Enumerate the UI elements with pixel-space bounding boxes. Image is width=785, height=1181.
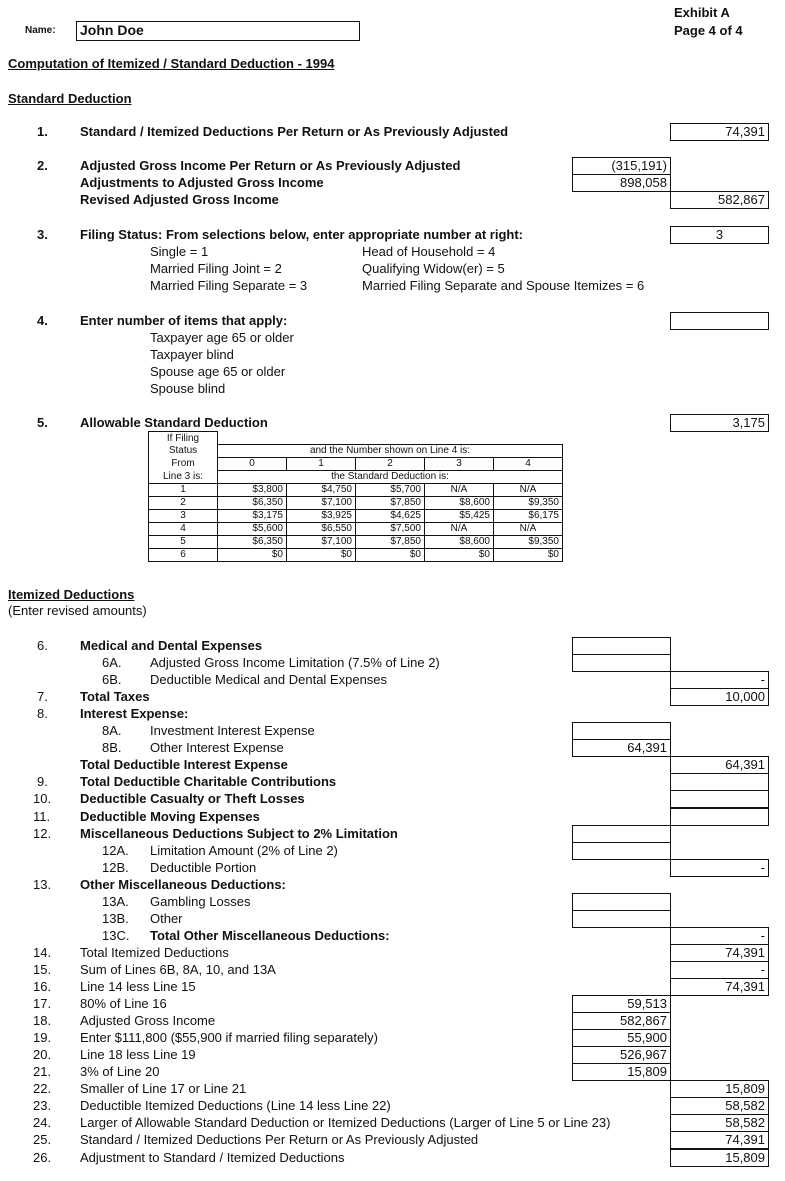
- table-cell: $0: [356, 548, 425, 561]
- amount-field-left[interactable]: [572, 910, 671, 928]
- amount-field-left[interactable]: [572, 637, 671, 655]
- standard-deduction-heading: Standard Deduction: [8, 91, 132, 106]
- table-cell: 5: [149, 535, 218, 548]
- line1-value[interactable]: 74,391: [670, 123, 769, 141]
- table-corner: From: [149, 457, 218, 470]
- table-cell: $7,850: [356, 535, 425, 548]
- amount-field-left[interactable]: [572, 825, 671, 843]
- filing-option: Qualifying Widow(er) = 5: [362, 261, 505, 276]
- allowable-standard-deduction-label: Allowable Standard Deduction: [80, 415, 268, 430]
- table-cell: $7,100: [287, 535, 356, 548]
- table-row: [149, 496, 563, 509]
- line-label: Adjusted Gross Income Limitation (7.5% of Line 2): [150, 655, 440, 670]
- items-apply-option: Spouse age 65 or older: [150, 364, 286, 379]
- line-label: Medical and Dental Expenses: [80, 638, 263, 653]
- table-cell: $7,850: [356, 496, 425, 509]
- table-cell: $9,350: [494, 535, 563, 548]
- table-col-header: 0: [218, 457, 287, 470]
- line-number: 14.: [33, 945, 52, 960]
- line-label: Total Deductible Charitable Contributions: [80, 774, 337, 789]
- line-label: Deductible Moving Expenses: [80, 809, 260, 824]
- line-label: Deductible Medical and Dental Expenses: [150, 672, 388, 687]
- line-number: 12B.: [102, 860, 129, 875]
- amount-field-right[interactable]: 10,000: [670, 688, 769, 706]
- line-number: 3.: [37, 227, 48, 242]
- revised-agi-label: Revised Adjusted Gross Income: [80, 192, 279, 207]
- line-label: Enter $111,800 ($55,900 if married filing separately): [80, 1030, 378, 1045]
- line-number: 8.: [37, 706, 48, 721]
- filing-option: Married Filing Separate = 3: [150, 278, 308, 293]
- table-span-header: and the Number shown on Line 4 is:: [218, 444, 563, 457]
- table-cell: $6,350: [218, 535, 287, 548]
- line-label: Adjustment to Standard / Itemized Deductions: [80, 1150, 345, 1165]
- amount-field-left[interactable]: 55,900: [572, 1029, 671, 1047]
- line-label: Deductible Itemized Deductions (Line 14 less Line 22): [80, 1098, 391, 1113]
- line-label: Other Miscellaneous Deductions:: [80, 877, 286, 892]
- line-number: 13.: [33, 877, 52, 892]
- line-number: 25.: [33, 1132, 52, 1147]
- line1-label: Standard / Itemized Deductions Per Return or As Previously Adjusted: [80, 124, 509, 139]
- line-label: Total Deductible Interest Expense: [80, 757, 288, 772]
- table-cell: $3,800: [218, 483, 287, 496]
- amount-field-left[interactable]: [572, 893, 671, 911]
- filing-option: Married Filing Joint = 2: [150, 261, 282, 276]
- allowable-standard-deduction-value[interactable]: 3,175: [670, 414, 769, 432]
- line-label: Interest Expense:: [80, 706, 189, 721]
- standard-deduction-table: [148, 431, 563, 562]
- table-row: [149, 483, 563, 496]
- line-label: Deductible Casualty or Theft Losses: [80, 791, 305, 806]
- amount-field-right[interactable]: 58,582: [670, 1097, 769, 1115]
- line-number: 20.: [33, 1047, 52, 1062]
- table-cell: N/A: [425, 483, 494, 496]
- line-number: 12A.: [102, 843, 129, 858]
- items-apply-option: Taxpayer age 65 or older: [150, 330, 294, 345]
- itemized-deductions-heading: Itemized Deductions: [8, 587, 135, 602]
- line-number: 1.: [37, 124, 48, 139]
- line-label: Gambling Losses: [150, 894, 251, 909]
- amount-field-right[interactable]: 58,582: [670, 1114, 769, 1132]
- table-row: [149, 535, 563, 548]
- table-row: [149, 522, 563, 535]
- amount-field-left[interactable]: 582,867: [572, 1012, 671, 1030]
- line-number: 19.: [33, 1030, 52, 1045]
- table-cell: $4,625: [356, 509, 425, 522]
- line-label: Total Itemized Deductions: [80, 945, 229, 960]
- line-number: 26.: [33, 1150, 52, 1165]
- line-number: 17.: [33, 996, 52, 1011]
- line-number: 8A.: [102, 723, 122, 738]
- table-cell: $3,925: [287, 509, 356, 522]
- table-corner: Line 3 is:: [149, 470, 218, 483]
- table-col-header: 4: [494, 457, 563, 470]
- line-number: 6A.: [102, 655, 122, 670]
- items-apply-option: Spouse blind: [150, 381, 226, 396]
- agi-adjustments-label: Adjustments to Adjusted Gross Income: [80, 175, 324, 190]
- table-cell: $7,500: [356, 522, 425, 535]
- amount-field-right[interactable]: -: [670, 961, 769, 979]
- line-number: 9.: [37, 774, 48, 789]
- table-cell: $0: [425, 548, 494, 561]
- amount-field-right[interactable]: 74,391: [670, 1131, 769, 1149]
- table-cell: $4,750: [287, 483, 356, 496]
- amount-field-left[interactable]: 59,513: [572, 995, 671, 1013]
- table-cell: 4: [149, 522, 218, 535]
- table-cell: N/A: [494, 483, 563, 496]
- line-label: Adjusted Gross Income: [80, 1013, 216, 1028]
- items-apply-label: Enter number of items that apply:: [80, 313, 288, 328]
- line-label: Line 14 less Line 15: [80, 979, 196, 994]
- line-number: 13B.: [102, 911, 129, 926]
- table-cell: $0: [494, 548, 563, 561]
- amount-field-right[interactable]: 64,391: [670, 756, 769, 774]
- filing-option: Head of Household = 4: [362, 244, 496, 259]
- agi-value[interactable]: (315,191): [572, 157, 671, 175]
- amount-field-right[interactable]: -: [670, 671, 769, 689]
- line-number: 10.: [33, 791, 52, 806]
- amount-field-left[interactable]: 526,967: [572, 1046, 671, 1064]
- line-number: 13C.: [102, 928, 130, 943]
- amount-field-right[interactable]: [670, 773, 769, 791]
- revised-agi-value[interactable]: 582,867: [670, 191, 769, 209]
- table-cell: $8,600: [425, 535, 494, 548]
- exhibit-label: Exhibit A: [674, 5, 730, 20]
- table-row: [149, 548, 563, 561]
- amount-field-right[interactable]: 74,391: [670, 978, 769, 996]
- table-cell: 1: [149, 483, 218, 496]
- agi-label: Adjusted Gross Income Per Return or As Previously Adjusted: [80, 158, 461, 173]
- line-label: Deductible Portion: [150, 860, 257, 875]
- line-number: 21.: [33, 1064, 52, 1079]
- table-cell: $6,175: [494, 509, 563, 522]
- table-cell: $5,425: [425, 509, 494, 522]
- line-number: 2.: [37, 158, 48, 173]
- amount-field-left[interactable]: 64,391: [572, 739, 671, 757]
- amount-field-left[interactable]: 15,809: [572, 1063, 671, 1081]
- table-corner: Status: [149, 444, 218, 457]
- name-label: Name:: [25, 25, 56, 36]
- line-label: Total Taxes: [80, 689, 150, 704]
- line-number: 8B.: [102, 740, 122, 755]
- table-col-header: 3: [425, 457, 494, 470]
- filing-status-value[interactable]: 3: [670, 226, 769, 244]
- line-number: 13A.: [102, 894, 129, 909]
- line-number: 11.: [33, 809, 51, 824]
- table-corner: If Filing: [149, 432, 218, 445]
- table-cell: 3: [149, 509, 218, 522]
- line-number: 6B.: [102, 672, 122, 687]
- line-label: Line 18 less Line 19: [80, 1047, 196, 1062]
- amount-field-right[interactable]: 15,809: [670, 1080, 769, 1098]
- table-cell: $5,600: [218, 522, 287, 535]
- amount-field-right[interactable]: -: [670, 927, 769, 945]
- amount-field-left[interactable]: [572, 842, 671, 860]
- line-label: 3% of Line 20: [80, 1064, 160, 1079]
- items-apply-option: Taxpayer blind: [150, 347, 234, 362]
- filing-option: Single = 1: [150, 244, 209, 259]
- line-label: 80% of Line 16: [80, 996, 167, 1011]
- line-number: 18.: [33, 1013, 52, 1028]
- table-cell: $8,600: [425, 496, 494, 509]
- filing-option: Married Filing Separate and Spouse Itemizes = 6: [362, 278, 645, 293]
- agi-adjustments-value[interactable]: 898,058: [572, 174, 671, 192]
- line-number: 4.: [37, 313, 48, 328]
- items-apply-value[interactable]: [670, 312, 769, 330]
- filing-status-label: Filing Status: From selections below, enter appropriate number at right:: [80, 227, 524, 242]
- amount-field-right[interactable]: -: [670, 859, 769, 877]
- line-number: 6.: [37, 638, 48, 653]
- line-number: 23.: [33, 1098, 52, 1113]
- table-cell: $6,550: [287, 522, 356, 535]
- table-cell: $0: [287, 548, 356, 561]
- table-cell: N/A: [494, 522, 563, 535]
- amount-field-right[interactable]: 15,809: [670, 1149, 769, 1167]
- line-label: Standard / Itemized Deductions Per Return or As Previously Adjusted: [80, 1132, 479, 1147]
- table-cell: $0: [218, 548, 287, 561]
- page-label: Page 4 of 4: [674, 23, 743, 38]
- page-title: Computation of Itemized / Standard Deduction - 1994: [8, 56, 335, 71]
- amount-field-right[interactable]: [670, 808, 769, 826]
- line-label: Larger of Allowable Standard Deduction or Itemized Deductions (Larger of Line 5 or Line 23): [80, 1115, 611, 1130]
- line-number: 22.: [33, 1081, 52, 1096]
- line-label: Smaller of Line 17 or Line 21: [80, 1081, 247, 1096]
- table-cell: 6: [149, 548, 218, 561]
- table-row: [149, 509, 563, 522]
- line-number: 12.: [33, 826, 52, 841]
- line-number: 7.: [37, 689, 48, 704]
- table-cell: N/A: [425, 522, 494, 535]
- line-number: 15.: [33, 962, 52, 977]
- line-number: 5.: [37, 415, 48, 430]
- table-cell: $7,100: [287, 496, 356, 509]
- itemized-deductions-subheading: (Enter revised amounts): [8, 603, 147, 618]
- amount-field-left[interactable]: [572, 722, 671, 740]
- line-label: Sum of Lines 6B, 8A, 10, and 13A: [80, 962, 276, 977]
- amount-field-left[interactable]: [572, 654, 671, 672]
- table-cell: $5,700: [356, 483, 425, 496]
- table-cell: 2: [149, 496, 218, 509]
- table-col-header: 1: [287, 457, 356, 470]
- name-field[interactable]: John Doe: [76, 21, 360, 41]
- table-cell: $6,350: [218, 496, 287, 509]
- amount-field-right[interactable]: [670, 790, 769, 808]
- line-label: Other Interest Expense: [150, 740, 284, 755]
- table-cell: $9,350: [494, 496, 563, 509]
- line-number: 24.: [33, 1115, 52, 1130]
- line-label: Other: [150, 911, 183, 926]
- line-label: Limitation Amount (2% of Line 2): [150, 843, 338, 858]
- table-span-sub: the Standard Deduction is:: [218, 470, 563, 483]
- table-cell: $3,175: [218, 509, 287, 522]
- line-label: Total Other Miscellaneous Deductions:: [150, 928, 390, 943]
- table-col-header: 2: [356, 457, 425, 470]
- amount-field-right[interactable]: 74,391: [670, 944, 769, 962]
- line-label: Miscellaneous Deductions Subject to 2% Limitation: [80, 826, 398, 841]
- line-number: 16.: [33, 979, 52, 994]
- line-label: Investment Interest Expense: [150, 723, 315, 738]
